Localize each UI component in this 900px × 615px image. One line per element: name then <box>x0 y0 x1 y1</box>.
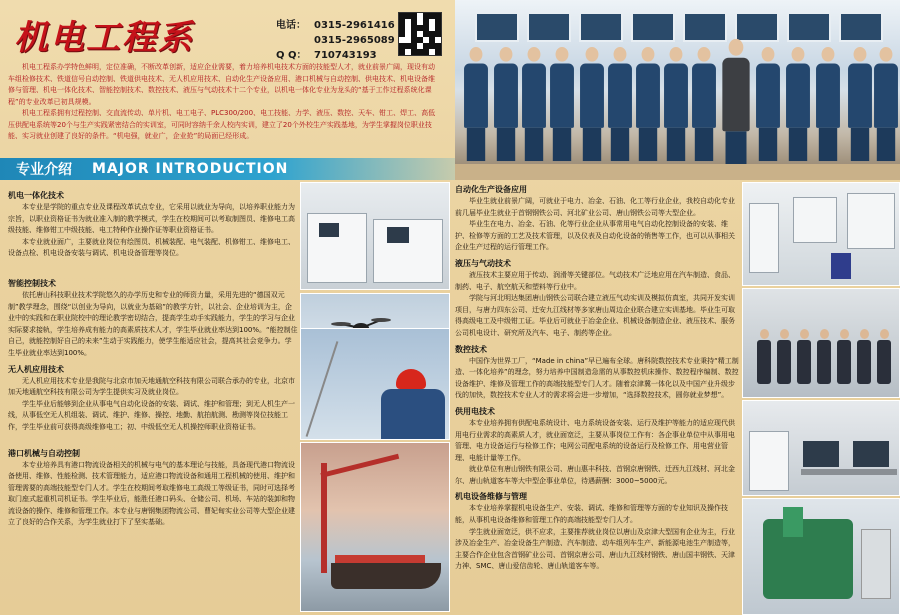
intro-paragraph-2: 机电工程系拥有过程控制、交直流传动、单片机、电工电子、PLC300/200、电工技能、力学、液压、数控、天车、钳工、焊工、高低压供配电系统等20个与生产实践紧密结合的实训室，可同时容纳千余人校内实训，建立了20个外校生产实践基地，为学生掌握岗位职业技能、实习就业创建了良好的条件。“机电强，就业广，企业抢”的局面已经形成。 <box>8 109 436 140</box>
student-figure <box>816 47 840 161</box>
trainee-figure <box>817 329 831 384</box>
major-paragraph: 依托唐山科技职业技术学院悠久的办学历史和专业的师资力量，采用先进的“德国双元制”教学理念，围绕“以创业为导向，以就业为基础”的教学方针，以社会、企业培训为主，企业中的实践和在职业院校中的理论教学密切结合，提高学生动手实践能力，学生的学习与企业实际要求接轨，学生培养成有能力的高素质技术人才，学生毕业就业率达到100%。“能控制住自己，就能控制好自己的未来”生动于实践能力，使学生能适应社会，提高其社会竞争力。学生毕业就业率达到100%。 <box>8 290 298 357</box>
major-paragraph: 本专业培养具有港口物流设备相关的机械与电气的基本理论与技能，具备现代港口物流设备使用、维修、性能检测、技术管理能力，适应港口物流设备和通用工程机械的使用、维护和管理需要的高端技能型专门人才。学生在校期间考取维修电工高级工等级证书，同时可选择考取门座式起重机司机证书。学生毕业后，能胜任港口码头、仓储公司、机场、车站的装卸和物流设备的操作、维修和管理工作。本专业与唐钢集团物流公司、曹妃甸实业公司等大型企业建立了良好的合作关系，为学生就业打下了坚实基础。 <box>8 460 295 527</box>
computer-lab-photo <box>742 400 900 496</box>
qr-code-icon <box>398 12 442 56</box>
student-figure <box>664 47 688 161</box>
right-major-column <box>455 180 740 573</box>
student-figure <box>494 47 518 161</box>
major-paragraph: 中国作为世界工厂，“Made in china”早已遍布全球。唐科院数控技术专业秉持“精工制造、一体化培养”的理念，努力培养中国制造急需的从事数控机床操作、数控程序编制、数控设备维护、维修及管理工作的高端技能型专门人才。随着京津冀一体化以及中国产业升级步伐的加快，数控技术专业人才的需求将会进一步增加，“选择数控技术，圆你就业梦想”。 <box>455 356 739 400</box>
students-group-photo <box>455 0 900 180</box>
department-title: 机电工程系 <box>14 18 194 58</box>
student-figure <box>580 47 604 161</box>
major-heading: 港口机械与自动控制 <box>8 448 80 458</box>
lab-training-photo <box>300 182 450 290</box>
major-heading: 供用电技术 <box>455 406 495 416</box>
major-heading: 无人机应用技术 <box>8 364 64 374</box>
trainee-figure <box>857 329 871 384</box>
electric-worker-photo <box>300 328 450 440</box>
major-heading: 液压与气动技术 <box>455 258 511 268</box>
students-training-photo <box>742 288 900 398</box>
student-figure <box>636 47 660 161</box>
major-paragraph: 就业单位有唐山钢铁有限公司、唐山惠丰科技、首钢京唐钢铁、迁西九江线材、河北金尔、唐山轨道客车等大中型企事业单位，待遇薪酬：3000~5000元。 <box>455 465 735 485</box>
student-figure <box>464 47 488 161</box>
intro-text <box>8 62 438 143</box>
major-heading: 自动化生产设备应用 <box>455 185 527 194</box>
student-figure <box>848 47 872 161</box>
phone-number-2: 0315-2965089 <box>314 35 395 46</box>
student-figure <box>608 47 632 161</box>
major-paragraph: 学生毕业后能够到企业从事电气自动化设备的安装、调试、维护和管理；到无人机生产一线，从事低空无人机组装、调试、维护、维修、操控、地勤、航拍航测、勘测等岗位技能工作，学生毕业前可获得高级维修电工；初、中级低空无人机操控师职业资格证书。 <box>8 399 295 431</box>
major-paragraph: 液压技术主要应用于传动、润滑等关键部位。气动技术广泛地应用在汽车制造、食品、制药、电子、航空航天和塑料等行业中。 <box>455 270 735 291</box>
major-heading: 机电设备维修与管理 <box>455 492 527 502</box>
control-lab-photo <box>742 182 900 286</box>
major-heading: 智能控制技术 <box>8 278 56 288</box>
section-title-en: MAJOR INTRODUCTION <box>92 161 289 177</box>
major-paragraph: 毕业生在电力、冶金、石油、化等行业企业从事常用电气自动化控制设备的安装、维护、检修等方面的工艺及技术管理，以及仪表及自动化设备的销售等工作，也可以从事相关企业生产过程的运行管理工作。 <box>455 220 735 252</box>
trainee-figure <box>757 329 771 384</box>
section-header <box>0 158 455 180</box>
section-title-zh: 专业介绍 <box>16 162 72 178</box>
major-paragraph: 本专业就业面广，主要就业岗位有绘图员、机械装配、电气装配、机修钳工、维修电工、设备点检、机电设备安装与调试、机电设备管理等岗位。 <box>8 237 295 258</box>
major-paragraph: 毕业生就业前景广阔，可就业于电力、冶金、石油、化工等行业企业，我校自动化专业前几届毕业生就业于首钢钢铁公司、河北矿业公司、唐山钢铁公司等大型企业。 <box>455 197 735 217</box>
brand-header <box>8 4 453 60</box>
hydraulic-equipment-photo <box>742 498 900 615</box>
major-paragraph: 学院与河北明达集团唐山钢铁公司联合建立液压气动实训及模拟仿真室，共同开发实训项目，与唐力四东公司、迁安九江线材等多家唐山周边企业联合建立实训基地。毕业生可取得高级电工及中级钳工证。毕业后可就业于冶金企业、机械设备制造企业、液压技术、服务公司机电设计、研究所及汽车、电子、制药等企业。 <box>455 294 735 337</box>
student-figure <box>874 47 898 161</box>
student-group <box>455 46 900 166</box>
trainee-figure <box>797 329 811 384</box>
major-paragraph: 学生就业面宽泛，供不应求，主要推荐就业岗位以唐山及京津大型国有企业为主，行业涉及冶金生产、冶金设备生产制造、汽车制造、动车组列车生产、新能源电池生产制造等，主要合作企业包含首钢矿业公司、首钢京唐公司、唐山九江线材钢铁、唐山国丰钢铁、天津力神、SMC、唐山爱信齿轮、唐山轨道客车等。 <box>455 527 735 571</box>
major-paragraph: 本专业是学院的重点专业及课程改革试点专业，它采用以就业为导向，以培养职业能力为宗旨，以职业资格证书为就业准入制的教学模式，学生在校期间可以考取制图员、维修电工高级技能、维修钳工中级技能、电工特种作业操作证等职业资格证书。 <box>8 203 295 235</box>
port-crane-photo <box>300 442 450 612</box>
phone-number-1: 0315-2961416 <box>314 20 395 31</box>
trainee-figure <box>777 329 791 384</box>
left-major-column <box>8 186 298 529</box>
major-heading: 数控技术 <box>455 344 487 354</box>
major-paragraph: 本专业培养掌握机电设备生产、安装、调试、维修和管理等方面的专业知识及操作技能，从事机电设备维修和管理工作的高端技能型专门人才。 <box>455 504 728 525</box>
student-figure <box>786 47 810 161</box>
qq-number: 710743193 <box>314 50 377 61</box>
trainee-figure <box>877 329 891 384</box>
contact-info <box>276 18 395 63</box>
major-paragraph: 本专业培养拥有供配电系统设计、电力系统设备安装、运行及维护等能力的适应现代供用电行业需求的高素质人才，就业面宽泛，主要从事岗位工作有：各企事业单位中从事用电管理、电力设备运行与检修工作；电网公司配电系统的设备运行及检修工作、用电营业管理、电能计量等工作。 <box>455 418 735 462</box>
student-figure <box>550 47 574 161</box>
intro-paragraph-1: 机电工程系办学特色鲜明，定位准确，不断改革创新，适应企业需要，着力培养机电技术方面的技能型人才，就业前景广阔，现设有动车组检修技术、铁道信号自动控制、铁道供电技术、无人机应用技术、自动化生产设备应用、港口机械与自动控制、供电技术、机电设备维修与管理、机电一体化技术、智能控制技术、数控技术、液压与气动技术十二个专业，以机电一体化专业为龙头的“基于工作过程系统化课程”的专业改革已初具规模。 <box>8 63 435 106</box>
student-figure <box>692 47 716 161</box>
student-figure <box>756 47 780 161</box>
student-figure <box>522 47 546 161</box>
qq-label: Q Q： <box>276 50 307 61</box>
major-paragraph: 无人机应用技术专业是我院与北京市加天地通航空科技有限公司联合承办的专业，北京市加天地通航空科技有限公司为学生提供实习及就业岗位。 <box>8 376 295 397</box>
phone-label: 电话： <box>276 20 306 31</box>
major-heading: 机电一体化技术 <box>8 191 64 200</box>
trainee-figure <box>837 329 851 384</box>
student-figure <box>722 39 749 169</box>
